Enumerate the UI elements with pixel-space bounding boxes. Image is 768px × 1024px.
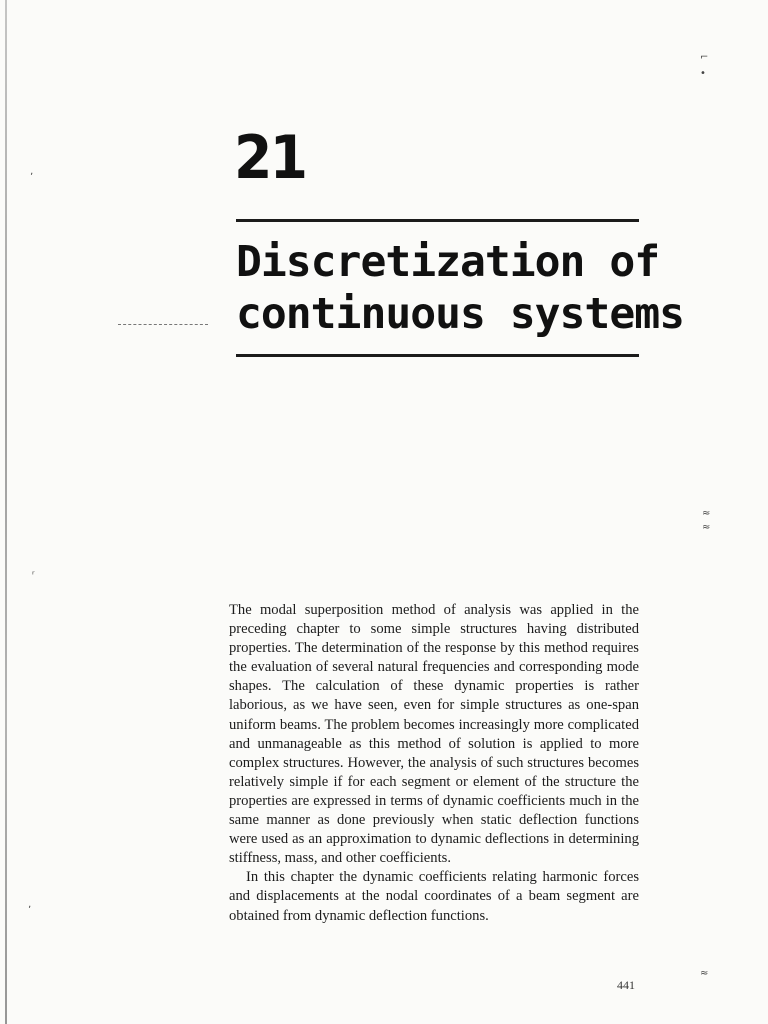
page-number: 441 — [617, 978, 635, 992]
scan-speck: ⌐ — [700, 52, 709, 63]
binding-edge — [5, 0, 7, 1024]
chapter-number: 21 — [234, 123, 306, 193]
chapter-title — [236, 236, 684, 340]
title-rule-top — [236, 219, 639, 222]
scan-speck: ʼ — [30, 172, 34, 183]
body-paragraph: In this chapter the dynamic coefficients relating harmonic forces and displacements at the nodal coordinates of a beam segment are obtained from dynamic deflection functions. — [229, 869, 639, 924]
scan-mark — [118, 324, 208, 326]
title-rule-bottom — [236, 354, 639, 357]
scan-speck: ʼ — [28, 905, 32, 916]
chapter-title-line-2: continuous systems — [236, 289, 684, 339]
scan-speck: ≈ — [702, 508, 711, 519]
scan-speck: ʳ — [32, 570, 35, 581]
scan-speck: ≈ — [702, 522, 711, 533]
scan-speck: ≈ — [700, 968, 709, 979]
scan-speck: • — [700, 68, 706, 79]
body-text — [229, 601, 639, 926]
body-paragraph: The modal superposition method of analysis was applied in the preceding chapter to some simple structures having distributed properties. The determination of the response by this method requires the evaluation of several natural frequencies and corresponding mode shapes. The calculation of these dynamic properties is rather laborious, as we have seen, even for simple structures as one-span uniform beams. The problem becomes increasingly more complicated and unmanageable as this method of solution is applied to more complex structures. However, the analysis of such structures becomes relatively simple if for each segment or element of the structure the properties are expressed in terms of dynamic coefficients much in the same manner as done previously when static deflection functions were used as an approximation to dynamic deflections in determining stiffness, mass, and other coefficients. — [229, 602, 639, 867]
chapter-title-line-1: Discretization of — [236, 237, 660, 287]
